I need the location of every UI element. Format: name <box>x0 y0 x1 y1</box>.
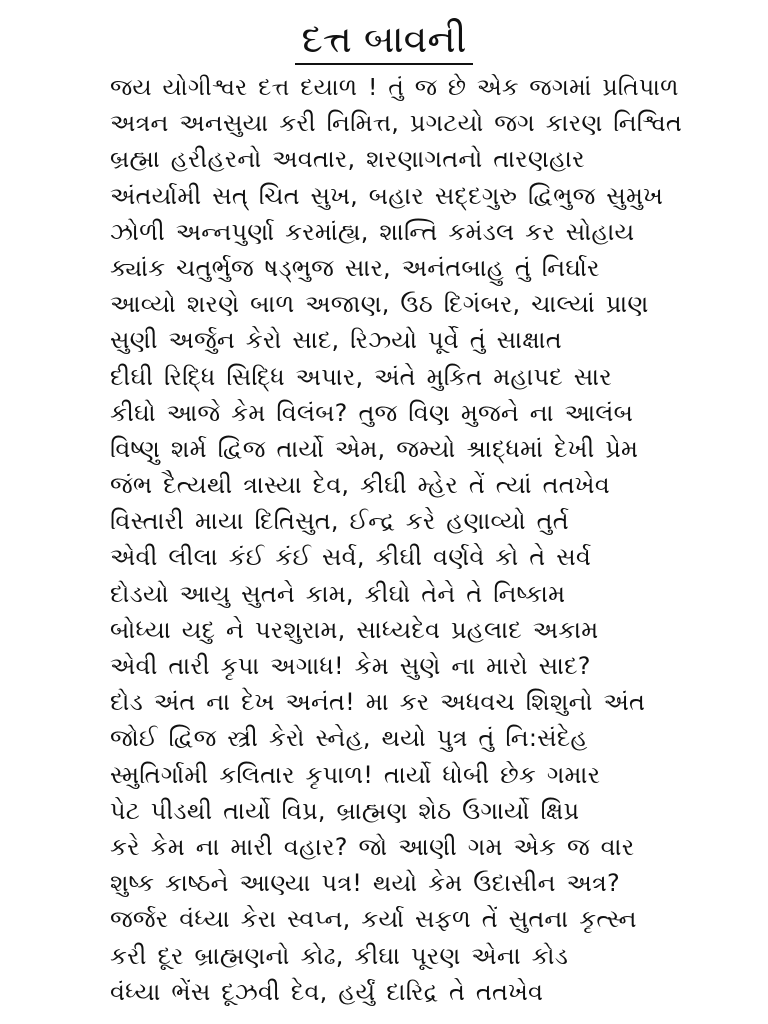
verse-line: અંતર્યામી સત્ ચિત સુખ, બહાર સદ્દગુરુ દ્વિભુજ સુમુખ <box>110 181 664 210</box>
verse-line: કીઘો આજે કેમ વિલંબ? તુજ વિણ મુજને ના આલંબ <box>110 398 634 427</box>
verse-line: વંધ્યા ભેંસ દૂઝવી દેવ, હર્યું દારિદ્ર તે તતખેવ <box>110 977 544 1006</box>
verse-line: એવી તારી કૃપા અગાધ! કેમ સુણે ના મારો સાદ? <box>110 652 591 680</box>
verse-line: કરે કેમ ના મારી વહાર? જો આણી ગમ એક જ વાર <box>110 832 635 861</box>
verse-line: બ્રહ્મા હરીહરનો અવતાર, શરણાગતનો તારણહાર <box>110 145 585 174</box>
verse-line: બોધ્યા યદુ ને પરશુરામ, સાધ્યદેવ પ્રહલાદ અકામ <box>110 615 599 644</box>
verse-line: ઝોળી અન્નપુર્ણા કરમાંહ્ય, શાન્તિ કમંડલ કર સોહાય <box>110 217 635 246</box>
verse-line: વિષ્ણુ શર્મ દ્વિજ તાર્યો એમ, જમ્યો શ્રાદ્ધમાં દેખી પ્રેમ <box>110 434 639 463</box>
verse-line: જર્જર વંધ્યા કેરા સ્વપ્ન, કર્યા સફળ તેં સુતના કૃત્સ્ન <box>110 905 637 934</box>
verse-line: દોડ અંત ના દેખ અનંત! મા કર અધવચ શિશુનો અંત <box>110 688 646 717</box>
verse-line: દોડયો આયુ સુતને કામ, કીઘો તેને તે નિષ્કામ <box>110 579 566 608</box>
verse-line: કરી દૂર બ્રાહ્મણનો કોઢ, કીઘા પૂરણ એના કોડ <box>110 941 569 970</box>
verse-line: વિસ્તારી માયા દિતિસુત, ઈન્દ્ર કરે હણાવ્યો તુર્ત <box>110 507 569 536</box>
verse-block <box>110 69 685 1010</box>
verse-line: જંભ દૈત્યથી ત્રાસ્યા દેવ, કીઘી મ્હેર તેં ત્યાં તતખેવ <box>110 471 610 500</box>
verse-line: અત્રન અનસુયા કરી નિમિત્ત, પ્રગટયો જગ કારણ નિશ્વિત <box>110 109 682 138</box>
verse-line: જોઈ દ્વિજ સ્ત્રી કેરો સ્નેહ, થયો પુત્ર તું નિ:સંદેહ <box>110 724 588 753</box>
page-title <box>0 14 768 65</box>
verse-line: સ્મુતિર્ગામી કલિતાર કૃપાળ! તાર્યો ધોબી છેક ગમાર <box>110 760 601 789</box>
page-title-text: દત્ત બાવની <box>295 17 472 65</box>
verse-line: જય યોગીશ્વર દત્ત દયાળ ! તું જ છે એક જગમાં પ્રતિપાળ <box>110 73 679 101</box>
verse-line: ક્યાંક ચતુર્ભુજ ષડ્ભુજ સાર, અનંતબાહુ તું નિર્ઘાર <box>110 253 600 282</box>
verse-line: એવી લીલા કંઈ કંઈ સર્વ, કીઘી વર્ણવે કો તે સર્વ <box>110 543 592 572</box>
verse-line: સુણી અર્જુન કેરો સાદ, રિઝ્યો પૂર્વે તું સાક્ષાત <box>110 326 562 355</box>
verse-line: પેટ પીડથી તાર્યો વિપ્ર, બ્રાહ્મણ શેઠ ઉગાર્યો ક્ષિપ્ર <box>110 796 580 825</box>
verse-line: આવ્યો શરણે બાળ અજાણ, ઉઠ દિગંબર, ચાલ્યાં પ્રાણ <box>110 290 649 319</box>
verse-line: શુષ્ક કાષ્ઠને આણ્યા પત્ર! થયો કેમ ઉદાસીન અત્ર? <box>110 869 620 898</box>
verse-line: દીઘી રિદ્ધિ સિદ્ધિ અપાર, અંતે મુકિત મહાપદ સાર <box>110 362 612 391</box>
